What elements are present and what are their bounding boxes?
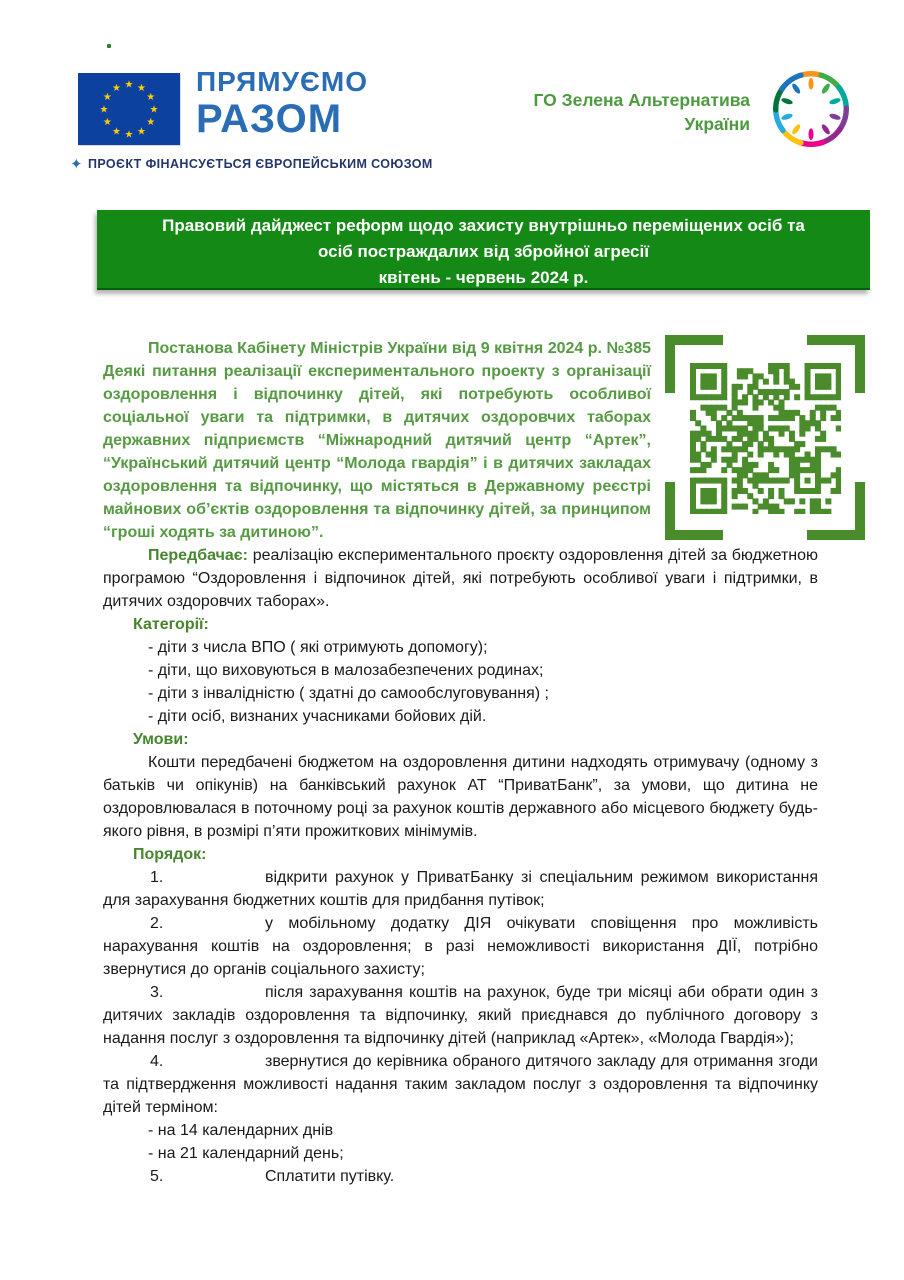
eu-flag-icon: [78, 73, 180, 145]
qr-code: [665, 335, 865, 540]
svg-text:★: ★: [137, 82, 146, 94]
predbachaie-label: Передбачає:: [148, 547, 248, 564]
svg-text:★: ★: [124, 129, 134, 141]
umovy-paragraph: Кошти передбачені бюджетом на оздоровлення дитини надходять отримувачу (одному з батьків чи опікунів) на банківський рахунок АТ “ПриватБанк”, за умови, що дитина не оздоровлювалася в поточному році за рахунок коштів державного або місцевого бюджету будь-якого рівня, в розмірі п’яти прожиткових мінімумів.: [103, 754, 818, 840]
svg-text:★: ★: [99, 104, 109, 116]
svg-text:★: ★: [102, 92, 112, 104]
qr-code-pattern: [690, 363, 841, 514]
svg-text:★: ★: [112, 126, 121, 138]
svg-text:★: ★: [102, 117, 112, 129]
list-item: - діти з числа ВПО ( які отримують допомогу);: [148, 639, 488, 656]
step-text: звернутися до керівника обраного дитячого закладу для отримання згоди та підтвердження можливості надання таким закладом послуг з оздоровлення та відпочинку дітей терміном:: [103, 1053, 818, 1116]
step-text: Сплатити путівку.: [265, 1168, 395, 1185]
numbered-step: [103, 912, 818, 981]
eu-stars-icon: [78, 73, 180, 145]
eu-wordmark-line2: РАЗОМ: [196, 97, 343, 141]
categories-heading: Категорії:: [133, 616, 209, 633]
banner-line2: осіб постраждалих від збройної агресії: [317, 242, 650, 261]
wreath-logo-icon: [766, 64, 856, 154]
step-number: 4.: [150, 1053, 164, 1070]
svg-text:★: ★: [146, 92, 156, 104]
document-body: [103, 337, 818, 1188]
step-text: відкрити рахунок у ПриватБанку зі спеціальним режимом використання для зарахування бюджетних коштів для придбання путівок;: [103, 869, 818, 909]
list-item: - діти, що виховуються в малозабезпечених родинах;: [148, 662, 544, 679]
svg-text:★: ★: [124, 79, 134, 91]
numbered-step: [103, 1050, 818, 1119]
funding-note: [70, 155, 433, 173]
organisation-name-line1: ГО Зелена Альтернатива: [533, 90, 750, 110]
predbachaie-paragraph: [103, 544, 818, 613]
step-number: 5.: [150, 1168, 164, 1185]
numbered-step: [103, 866, 818, 912]
organisation-logo-icon: [766, 64, 856, 154]
predbachaie-text: реалізацію експериментального проєкту оздоровлення дітей за бюджетною програмою “Оздоровлення і відпочинок дітей, які потребують особливої уваги і підтримки, в дитячих оздоровчих таборах».: [103, 547, 818, 610]
step-number: 2.: [150, 915, 164, 932]
stray-dot-icon: [107, 44, 111, 48]
list-item: - діти з інвалідністю ( здатні до самообслуговування) ;: [148, 685, 549, 702]
list-item: - діти осіб, визнаних учасниками бойових дій.: [148, 708, 487, 725]
umovy-heading: Умови:: [133, 731, 189, 748]
organisation-name-line2: України: [684, 114, 750, 134]
list-item: - на 14 календарних днів: [148, 1122, 334, 1139]
svg-text:★: ★: [137, 126, 146, 138]
svg-text:★: ★: [149, 104, 159, 116]
svg-text:★: ★: [146, 117, 156, 129]
banner-line3: квітень - червень 2024 р.: [378, 268, 589, 287]
step-text: у мобільному додатку ДІЯ очікувати сповіщення про можливість нарахування коштів на оздоровлення; в разі неможливості використання ДІЇ, потрібно звернутися до органів соціального захисту;: [103, 915, 818, 978]
numbered-step: [103, 1165, 818, 1188]
sparkle-star-icon: ✦: [70, 156, 83, 173]
banner-line1: Правовий дайджест реформ щодо захисту внутрішньо переміщених осіб та: [162, 216, 805, 235]
decree-title-paragraph: Постанова Кабінету Міністрів України від 9 квітня 2024 р. №385 Деякі питання реалізації експериментального проекту з організації оздоровлення і відпочинку дітей, які потребують особливої соціальної уваги та підтримки, в дитячих оздоровчих таборах державних підприємств “Міжнародний дитячий центр “Артек”, “Український дитячий центр “Молода гвардія” і в дитячих закладах оздоровлення та відпочинку, що містяться в Державному реєстрі майнових об’єктів оздоровлення та відпочинку дітей, за принципом “гроші ходять за дитиною”.: [103, 340, 651, 541]
organisation-name: [490, 88, 750, 136]
svg-text:★: ★: [112, 82, 121, 94]
title-banner: [97, 210, 870, 290]
list-item: - на 21 календарний день;: [148, 1145, 344, 1162]
numbered-step: [103, 981, 818, 1050]
poriadok-heading: Порядок:: [133, 846, 207, 863]
step-text: після зарахування коштів на рахунок, буде три місяці аби обрати один з дитячих закладів оздоровлення та відпочинку, який приєднався до публічного договору з надання послуг з оздоровлення та відпочинку дітей (наприклад «Артек», «Молода Гвардія»);: [103, 984, 818, 1047]
eu-programme-wordmark: [196, 68, 368, 139]
eu-wordmark-line1: ПРЯМУЄМО: [196, 66, 368, 97]
funding-note-text: ПРОЄКТ ФІНАНСУЄТЬСЯ ЄВРОПЕЙСЬКИМ СОЮЗОМ: [87, 157, 433, 171]
step-number: 1.: [150, 869, 164, 886]
step-number: 3.: [150, 984, 164, 1001]
